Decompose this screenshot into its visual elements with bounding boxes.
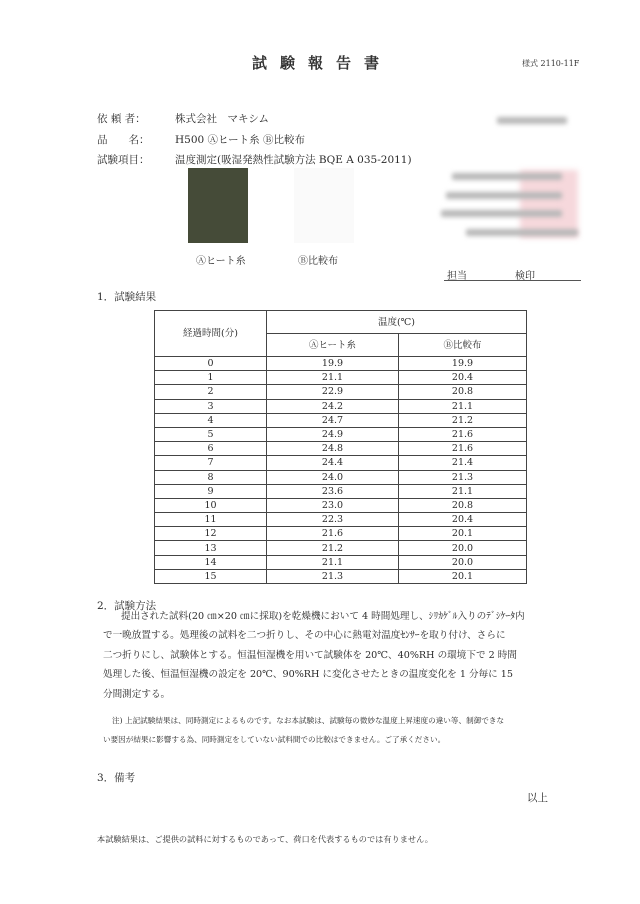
cell-sample-a: 19.9: [267, 357, 399, 371]
redacted-line: [466, 229, 578, 236]
table-row: [155, 456, 527, 470]
table-row: [155, 399, 527, 413]
method-line: 分間測定する。: [103, 688, 171, 700]
table-row: [155, 427, 527, 441]
cell-sample-a: 23.0: [267, 498, 399, 512]
sample-a-swatch: [188, 168, 248, 243]
cell-time: 3: [155, 399, 267, 413]
redacted-line: [452, 173, 562, 180]
table-row: [155, 413, 527, 427]
cell-time: 6: [155, 442, 267, 456]
sample-a-caption: Ⓐヒート糸: [196, 256, 246, 267]
cell-sample-a: 24.8: [267, 442, 399, 456]
end-mark: 以上: [527, 792, 548, 804]
cell-sample-a: 24.7: [267, 413, 399, 427]
table-row: [155, 498, 527, 512]
col-header-time: 経過時間(分): [155, 311, 267, 357]
table-row: [155, 385, 527, 399]
meta-value-product: H500 Ⓐヒート糸 Ⓑ比較布: [175, 134, 305, 146]
table-row: [155, 569, 527, 583]
cell-time: 11: [155, 513, 267, 527]
col-header-sample-b: Ⓑ比較布: [399, 334, 527, 357]
redacted-line: [441, 210, 562, 217]
cell-sample-b: 20.8: [399, 385, 527, 399]
cell-time: 10: [155, 498, 267, 512]
cell-sample-b: 21.4: [399, 456, 527, 470]
cell-sample-a: 21.1: [267, 371, 399, 385]
meta-label-client: 依 頼 者：: [97, 113, 146, 125]
cell-sample-a: 21.3: [267, 569, 399, 583]
report-title: 試験報告書: [252, 54, 393, 72]
cell-sample-b: 20.8: [399, 498, 527, 512]
signature-seal-label: 検印: [515, 271, 535, 282]
signature-line: [444, 280, 581, 281]
cell-sample-b: 21.6: [399, 427, 527, 441]
method-line: 二つ折りにし、試験体とする。恒温恒湿機を用いて試験体を 20℃、40%RH の環境下で 2 時間: [103, 649, 517, 661]
cell-time: 5: [155, 427, 267, 441]
method-note: [103, 711, 622, 749]
cell-time: 4: [155, 413, 267, 427]
cell-sample-b: 21.6: [399, 442, 527, 456]
cell-sample-a: 23.6: [267, 484, 399, 498]
cell-time: 12: [155, 527, 267, 541]
cell-time: 14: [155, 555, 267, 569]
method-paragraph: [103, 607, 623, 627]
footer-disclaimer: 本試験結果は、ご提供の試料に対するものであって、荷口を代表するものでは有りません。: [97, 834, 433, 844]
cell-sample-b: 20.4: [399, 371, 527, 385]
section3-heading: 3．備考: [97, 772, 136, 784]
cell-sample-b: 21.2: [399, 413, 527, 427]
method-line: で一晩放置する。処理後の試料を二つ折りし、その中心に熱電対温度ｾﾝｻｰを取り付け、さらに: [103, 630, 506, 641]
meta-value-client: 株式会社 マキシム: [175, 113, 269, 125]
col-header-temperature: 温度(℃): [267, 311, 527, 334]
table-row: [155, 541, 527, 555]
cell-sample-a: 21.1: [267, 555, 399, 569]
col-header-sample-a: Ⓐヒート糸: [267, 334, 399, 357]
cell-sample-a: 24.0: [267, 470, 399, 484]
cell-sample-a: 21.2: [267, 541, 399, 555]
cell-time: 7: [155, 456, 267, 470]
redacted-report-number: [497, 117, 567, 124]
table-row: [155, 470, 527, 484]
cell-sample-a: 22.9: [267, 385, 399, 399]
cell-sample-a: 22.3: [267, 513, 399, 527]
cell-sample-b: 21.3: [399, 470, 527, 484]
meta-label-product: 品 名：: [97, 134, 150, 146]
section2-heading: 2．試験方法: [97, 600, 157, 612]
table-row: [155, 527, 527, 541]
cell-sample-b: 20.0: [399, 541, 527, 555]
cell-time: 15: [155, 569, 267, 583]
note-line: 注) 上記試験結果は、同時測定によるものです。なお本試験は、試験毎の微妙な温度上昇速度の違い等、制御できな: [112, 716, 505, 725]
cell-sample-b: 20.1: [399, 569, 527, 583]
section1-heading: 1．試験結果: [97, 291, 157, 303]
method-line: 処理した後、恒温恒湿機の設定を 20℃、90%RH に変化させたときの温度変化を 1 分毎に 15: [103, 669, 514, 680]
cell-sample-b: 21.1: [399, 399, 527, 413]
form-number: 様式 2110-11F: [522, 59, 580, 68]
table-row: [155, 484, 527, 498]
redacted-line: [446, 192, 562, 199]
cell-sample-a: 24.9: [267, 427, 399, 441]
sample-b-swatch: [294, 168, 354, 243]
cell-time: 0: [155, 357, 267, 371]
cell-time: 1: [155, 371, 267, 385]
cell-time: 8: [155, 470, 267, 484]
cell-time: 2: [155, 385, 267, 399]
cell-sample-a: 24.2: [267, 399, 399, 413]
cell-sample-a: 21.6: [267, 527, 399, 541]
cell-time: 9: [155, 484, 267, 498]
signature-person-label: 担当: [447, 271, 467, 282]
meta-value-test-item: 温度測定(吸湿発熱性試験方法 BQE A 035-2011): [175, 154, 412, 166]
table-row: [155, 371, 527, 385]
table-row: [155, 513, 527, 527]
cell-sample-b: 20.1: [399, 527, 527, 541]
method-line: 提出された試料(20 ㎝×20 ㎝に採取)を乾燥機において 4 時間処理し、ｼﾘｶｹﾞﾙ入りのﾃﾞｼｹｰﾀ内: [121, 611, 525, 622]
cell-sample-b: 19.9: [399, 357, 527, 371]
table-row: [155, 357, 527, 371]
cell-sample-a: 24.4: [267, 456, 399, 470]
table-row: [155, 555, 527, 569]
sample-b-caption: Ⓑ比較布: [298, 256, 338, 267]
cell-sample-b: 21.1: [399, 484, 527, 498]
cell-sample-b: 20.4: [399, 513, 527, 527]
method-paragraph-cont: [103, 626, 623, 704]
meta-label-test-item: 試験項目：: [97, 154, 150, 166]
redacted-seal: [520, 170, 578, 238]
note-line: い要因が結果に影響する為、同時測定をしていない試料間での比較はできません。ご了承ください。: [103, 735, 446, 744]
table-row: [155, 442, 527, 456]
cell-sample-b: 20.0: [399, 555, 527, 569]
results-table: [154, 310, 527, 584]
cell-time: 13: [155, 541, 267, 555]
